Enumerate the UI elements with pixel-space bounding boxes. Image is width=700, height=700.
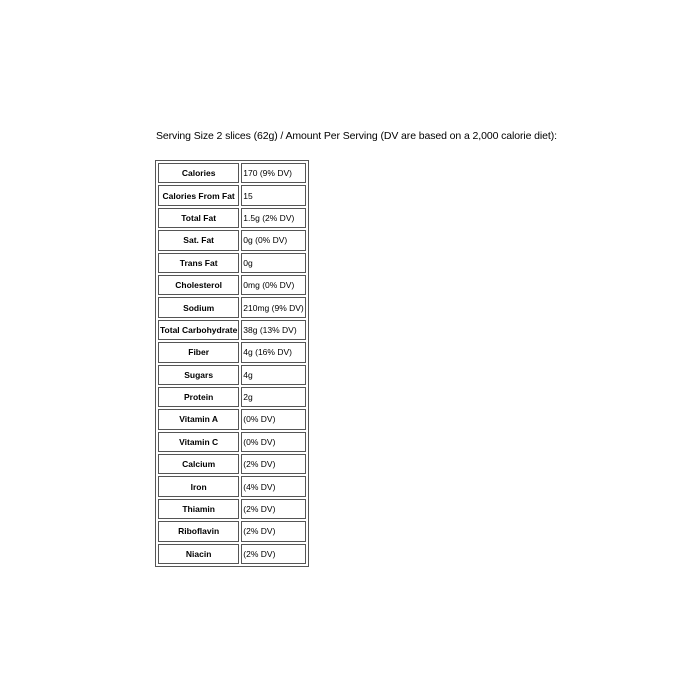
nutrient-value: 15	[241, 185, 305, 205]
nutrient-label: Total Carbohydrate	[158, 320, 239, 340]
table-row	[158, 275, 306, 295]
nutrient-label: Calcium	[158, 454, 239, 474]
table-row	[158, 454, 306, 474]
nutrient-value: (2% DV)	[241, 521, 305, 541]
nutrient-label: Iron	[158, 476, 239, 496]
nutrient-value: (0% DV)	[241, 409, 305, 429]
nutrient-value: (2% DV)	[241, 499, 305, 519]
nutrient-value: 170 (9% DV)	[241, 163, 305, 183]
table-row	[158, 476, 306, 496]
nutrient-value: 2g	[241, 387, 305, 407]
nutrient-value: 4g (16% DV)	[241, 342, 305, 362]
table-row	[158, 297, 306, 317]
nutrition-table	[155, 160, 309, 567]
table-row	[158, 365, 306, 385]
nutrient-label: Riboflavin	[158, 521, 239, 541]
nutrient-label: Sugars	[158, 365, 239, 385]
nutrient-label: Total Fat	[158, 208, 239, 228]
serving-size-text: Serving Size 2 slices (62g) / Amount Per Serving (DV are based on a 2,000 calorie diet):	[156, 130, 557, 142]
nutrient-label: Niacin	[158, 544, 239, 564]
nutrient-value: 0g (0% DV)	[241, 230, 305, 250]
nutrient-value: (2% DV)	[241, 454, 305, 474]
table-row	[158, 432, 306, 452]
table-row	[158, 521, 306, 541]
nutrient-label: Fiber	[158, 342, 239, 362]
table-row	[158, 208, 306, 228]
table-row	[158, 253, 306, 273]
nutrition-table-body	[158, 163, 306, 564]
nutrient-label: Trans Fat	[158, 253, 239, 273]
table-row	[158, 230, 306, 250]
nutrient-value: 210mg (9% DV)	[241, 297, 305, 317]
nutrient-label: Sat. Fat	[158, 230, 239, 250]
nutrient-label: Calories	[158, 163, 239, 183]
table-row	[158, 320, 306, 340]
nutrient-value: 0mg (0% DV)	[241, 275, 305, 295]
nutrient-label: Thiamin	[158, 499, 239, 519]
table-row	[158, 342, 306, 362]
nutrient-label: Sodium	[158, 297, 239, 317]
table-row	[158, 163, 306, 183]
nutrient-value: 1.5g (2% DV)	[241, 208, 305, 228]
nutrient-label: Vitamin C	[158, 432, 239, 452]
nutrient-label: Vitamin A	[158, 409, 239, 429]
nutrient-label: Calories From Fat	[158, 185, 239, 205]
table-row	[158, 544, 306, 564]
nutrient-label: Cholesterol	[158, 275, 239, 295]
nutrient-value: 0g	[241, 253, 305, 273]
nutrient-value: (2% DV)	[241, 544, 305, 564]
table-row	[158, 387, 306, 407]
nutrient-label: Protein	[158, 387, 239, 407]
table-row	[158, 409, 306, 429]
nutrient-value: (4% DV)	[241, 476, 305, 496]
nutrient-value: 38g (13% DV)	[241, 320, 305, 340]
nutrient-value: (0% DV)	[241, 432, 305, 452]
table-row	[158, 499, 306, 519]
nutrient-value: 4g	[241, 365, 305, 385]
table-row	[158, 185, 306, 205]
